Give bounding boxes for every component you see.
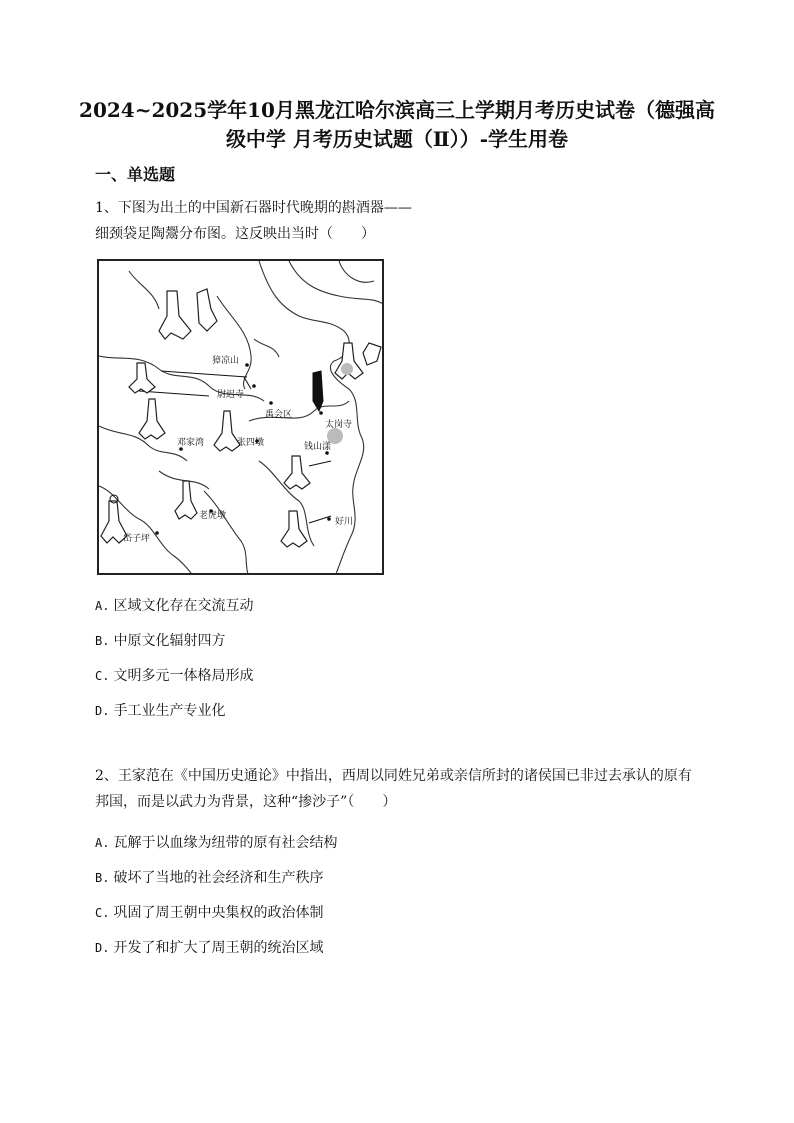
question-2-option-a[interactable]	[95, 832, 337, 852]
option-label: C.	[95, 906, 110, 920]
option-text: 中原文化辐射四方	[113, 633, 226, 649]
map-label: 禹会区	[265, 410, 293, 420]
map-label: 张四墩	[237, 438, 265, 448]
question-2-option-b[interactable]	[95, 867, 323, 887]
question-2-stem	[95, 763, 705, 815]
vessel-icon	[175, 481, 197, 519]
option-text: 瓦解于以血缘为纽带的原有社会结构	[113, 835, 338, 851]
vessel-icon	[363, 343, 381, 365]
option-text: 文明多元一体格局形成	[113, 668, 254, 684]
vessel-icon	[284, 456, 310, 489]
option-label: A.	[95, 836, 110, 850]
map-label: 獐凉山	[212, 356, 240, 366]
option-text: 开发了和扩大了周王朝的统治区域	[113, 940, 324, 956]
vessel-icon	[281, 511, 307, 547]
option-label: A.	[95, 599, 110, 613]
option-text: 巩固了周王朝中央集权的政治体制	[113, 905, 324, 921]
distribution-map	[97, 259, 384, 575]
vessel-icon	[159, 291, 191, 339]
question-2-option-c[interactable]	[95, 902, 323, 922]
question-1-option-d[interactable]	[95, 700, 225, 720]
question-1-line-2: 细颈袋足陶鬶分布图。这反映出当时（ ）	[95, 226, 375, 242]
option-label: B.	[95, 634, 110, 648]
option-label: B.	[95, 871, 110, 885]
question-2-line-1: 2、王家范在《中国历史通论》中指出，西周以同姓兄弟或亲信所封的诸侯国已非过去承认的原有	[95, 768, 692, 784]
question-1-option-c[interactable]	[95, 665, 253, 685]
question-2-line-2: 邦国，而是以武力为背景，这种“掺沙子”（ ）	[95, 794, 397, 810]
document-title	[60, 96, 734, 154]
vessel-icon	[139, 399, 165, 439]
map-label: 老虎墩	[199, 511, 227, 521]
map-label: 岱子坪	[123, 534, 151, 544]
question-1-option-b[interactable]	[95, 630, 225, 650]
option-label: D.	[95, 704, 110, 718]
map-label: 邓家湾	[177, 438, 205, 448]
option-text: 破坏了当地的社会经济和生产秩序	[113, 870, 324, 886]
option-label: C.	[95, 669, 110, 683]
map-label: 钱山漾	[304, 442, 332, 452]
option-text: 手工业生产专业化	[113, 703, 226, 719]
section-heading: 一、单选题	[95, 165, 176, 184]
map-label: 尉迟寺	[217, 390, 245, 400]
vessel-icon	[129, 363, 155, 393]
question-1-line-1: 1、下图为出土的中国新石器时代晚期的斟酒器——	[95, 200, 412, 216]
question-1-option-a[interactable]	[95, 595, 253, 615]
option-label: D.	[95, 941, 110, 955]
vessel-icon	[197, 289, 217, 331]
vessel-icon	[313, 371, 323, 411]
title-line-2: 级中学 月考历史试题（Ⅱ））-学生用卷	[225, 127, 569, 151]
question-1-stem	[95, 195, 705, 247]
map-label: 好川	[335, 517, 354, 527]
map-label: 太岗寺	[325, 420, 353, 430]
option-text: 区域文化存在交流互动	[113, 598, 254, 614]
title-line-1: 2024~2025学年10月黑龙江哈尔滨高三上学期月考历史试卷（德强高	[79, 98, 715, 122]
question-2-option-d[interactable]	[95, 937, 323, 957]
